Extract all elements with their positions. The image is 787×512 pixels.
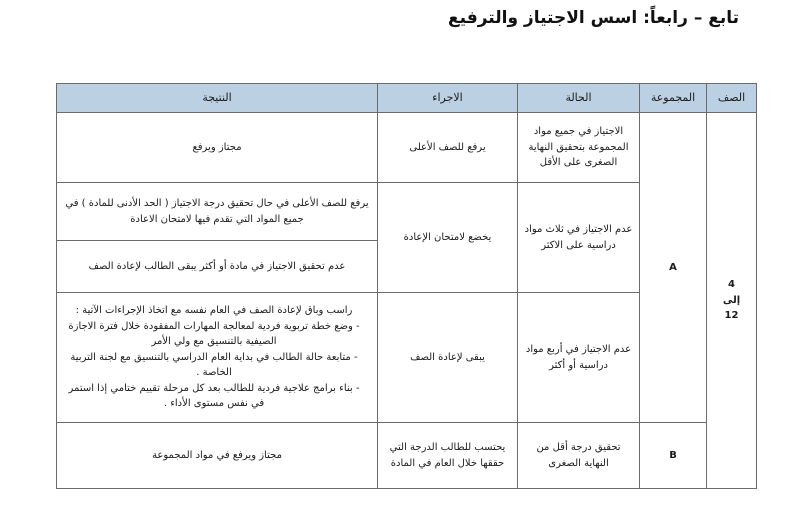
group-b-cell: B (640, 423, 707, 489)
page-title: تابع – رابعاً: اسس الاجتياز والترفيع (448, 8, 739, 28)
header-group: المجموعة (640, 84, 707, 113)
status-fail-three: عدم الاجتياز في ثلاث مواد دراسية على الاكثر (518, 183, 640, 293)
status-fail-four: عدم الاجتياز في أربع مواد دراسية أو أكثر (518, 293, 640, 423)
promotion-rules-table (56, 83, 757, 489)
procedure-fail-three: يخضع لامتحان الإعادة (378, 183, 518, 293)
procedure-group-b: يحتسب للطالب الدرجة التي حققها خلال العام في المادة (378, 423, 518, 489)
grade-cell (707, 113, 757, 489)
procedure-fail-four: يبقى لإعادة الصف (378, 293, 518, 423)
status-pass-all: الاجتياز في جميع مواد المجموعة بتحقيق النهاية الصغرى على الأقل (518, 113, 640, 183)
list-item: - متابعة حالة الطالب في بداية العام الدراسي بالتنسيق مع لجنة التربية الخاصة . (70, 351, 358, 379)
header-grade: الصف (707, 84, 757, 113)
table-row (57, 113, 757, 183)
header-status: الحالة (518, 84, 640, 113)
result-group-b: مجتاز ويرفع في مواد المجموعة (57, 423, 378, 489)
result-fail-three-pass: يرفع للصف الأعلى في حال تحقيق درجة الاجتياز ( الحد الأدنى للمادة ) في جميع المواد التي تقدم فيها لامتحان الاعادة (57, 183, 378, 241)
header-procedure: الاجراء (378, 84, 518, 113)
table-row (57, 423, 757, 489)
result-intro: راسب وباق لإعادة الصف في العام نفسه مع اتخاذ الإجراءات الآتية : (75, 305, 353, 317)
header-row (57, 84, 757, 113)
grade-to: 12 (724, 310, 739, 322)
procedure-pass-all: يرفع للصف الأعلى (378, 113, 518, 183)
grade-from: 4 (728, 279, 735, 291)
result-pass-all: مجتاز ويرفع (57, 113, 378, 183)
status-group-b: تحقيق درجة أقل من النهاية الصغرى (518, 423, 640, 489)
result-fail-three-fail: عدم تحقيق الاجتياز في مادة أو أكثر يبقى الطالب لإعادة الصف (57, 241, 378, 293)
result-fail-four (57, 293, 378, 423)
list-item: - وضع خطة تربوية فردية لمعالجة المهارات المفقودة خلال فترة الاجازة الصيفية بالتنسيق مع ولي الأمر (68, 320, 360, 348)
list-item: - بناء برامج علاجية فردية للطالب بعد كل مرحلة تقييم ختامي إذا استمر في نفس مستوى الأداء . (68, 382, 360, 410)
header-result: النتيجة (57, 84, 378, 113)
group-a-cell: A (640, 113, 707, 423)
grade-to-word: إلى (722, 294, 741, 306)
